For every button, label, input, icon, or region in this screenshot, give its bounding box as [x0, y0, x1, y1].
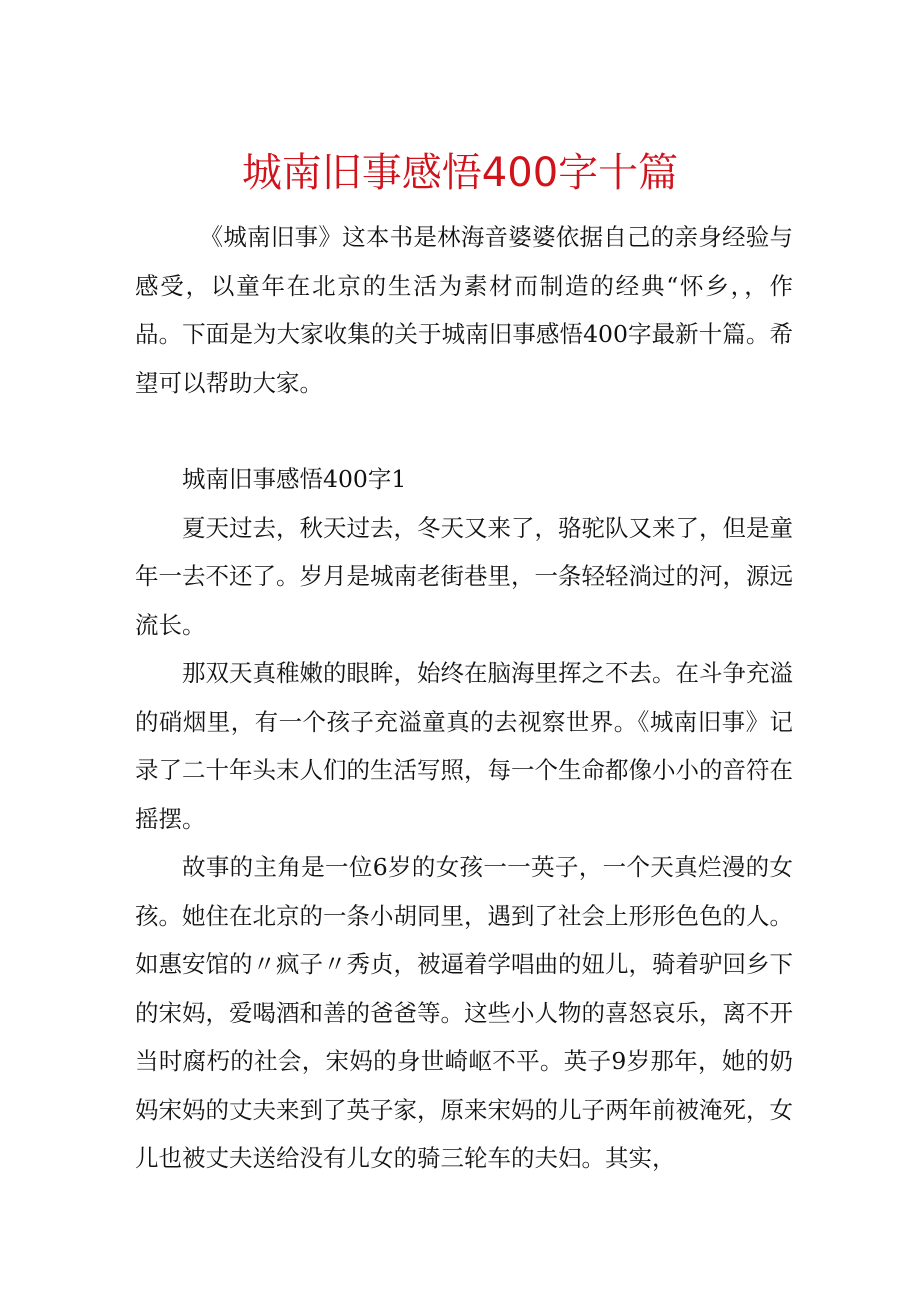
- section-heading: 城南旧事感悟400字1: [182, 465, 407, 493]
- intro-paragraph: 《城南旧事》这本书是林海音婆婆依据自己的亲身经验与感受，以童年在北京的生活为素材而制造的经典“怀乡，，作品。下面是为大家收集的关于城南旧事感悟400字最新十篇。希望可以帮助大家。: [135, 223, 793, 397]
- document-title: 城南旧事感悟400字十篇: [241, 150, 679, 196]
- body-paragraph: 夏天过去，秋天过去，冬天又来了，骆驼队又来了，但是童年一去不还了。岁月是城南老街巷里，一条轻轻淌过的河，源远流长。: [135, 513, 793, 639]
- body-paragraph: 那双天真稚嫩的眼眸，始终在脑海里挥之不去。在斗争充溢的硝烟里，有一个孩子充溢童真的去视察世界。《城南旧事》记录了二十年头末人们的生活写照，每一个生命都像小小的音符在摇摆。: [135, 659, 793, 833]
- document-body: [135, 213, 793, 1183]
- body-paragraph: 故事的主角是一位6岁的女孩一一英子，一个天真烂漫的女孩。她住在北京的一条小胡同里，遇到了社会上形形色色的人。如惠安馆的〃疯子〃秀贞，被逼着学唱曲的妞儿，骑着驴回乡下的宋妈，爱喝酒和善的爸爸等。这些小人物的喜怒哀乐，离不开当时腐朽的社会，宋妈的身世崎岖不平。英子9岁那年，她的奶妈宋妈的丈夫来到了英子家，原来宋妈的儿子两年前被淹死，女儿也被丈夫送给没有儿女的骑三轮车的夫妇。其实，: [135, 853, 793, 1172]
